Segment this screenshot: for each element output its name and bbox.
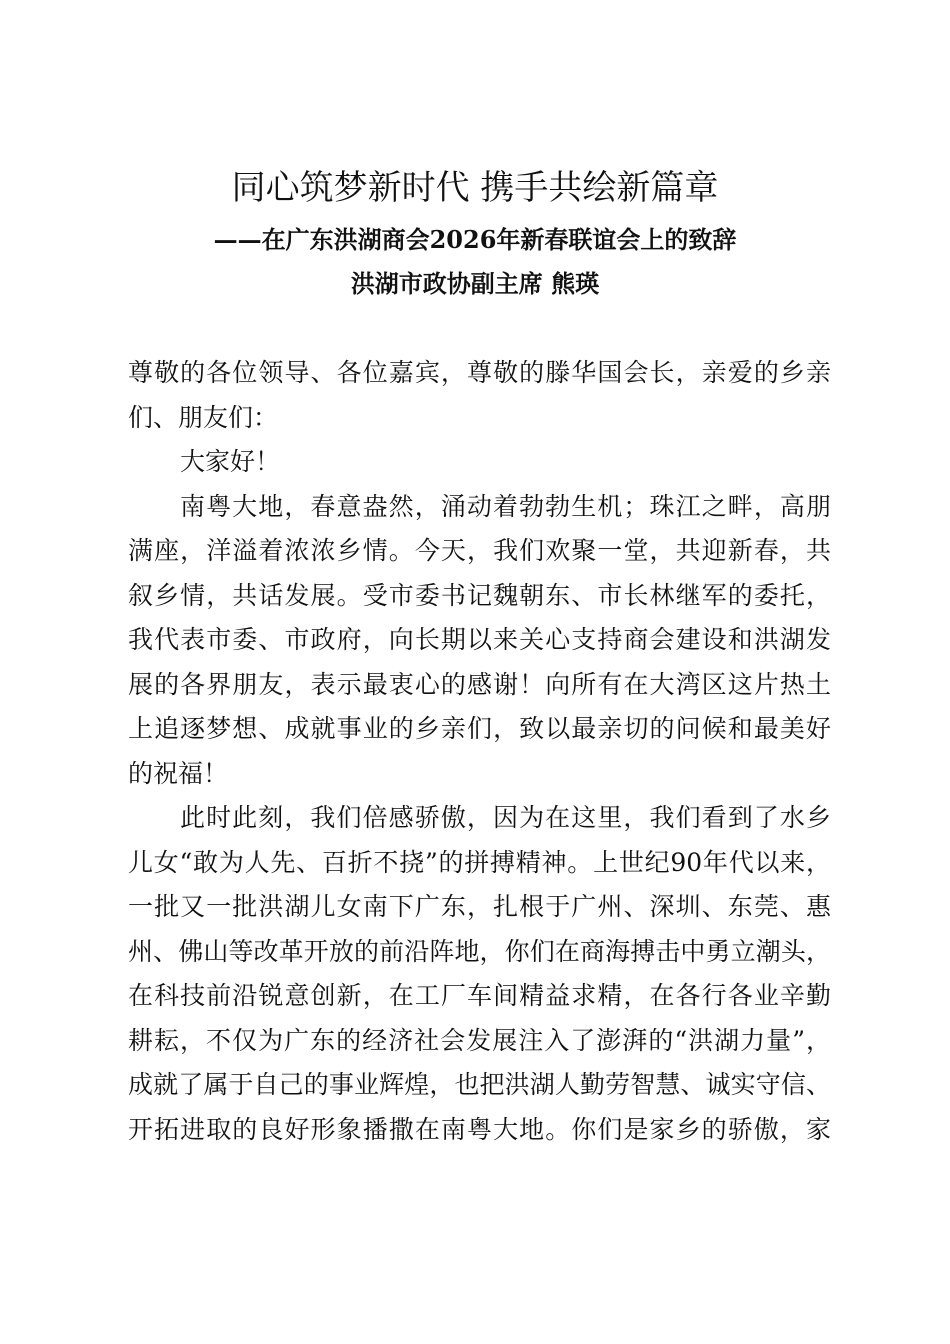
paragraph: [128, 796, 831, 1152]
text-line: 成就了属于自己的事业辉煌，也把洪湖人勤劳智慧、诚实守信、: [128, 1070, 831, 1099]
text-line: 展的各界朋友，表示最衷心的感谢！向所有在大湾区这片热土: [128, 669, 831, 699]
text-line: 开拓进取的良好形象播撒在南粤大地。你们是家乡的骄傲，家: [128, 1114, 831, 1144]
text-line: 一批又一批洪湖儿女南下广东，扎根于广州、深圳、东莞、惠: [128, 892, 831, 921]
paragraph: [128, 351, 831, 440]
text-line: 尊敬的各位领导、各位嘉宾，尊敬的滕华国会长，亲爱的乡亲: [128, 358, 831, 387]
text-line: 南粤大地，春意盎然，涌动着勃勃生机；珠江之畔，高朋: [180, 491, 831, 521]
document-body: [128, 351, 831, 1152]
text-line: 州、佛山等改革开放的前沿阵地，你们在商海搏击中勇立潮头，: [128, 936, 831, 966]
document-subtitle: ——在广东洪湖商会2026年新春联谊会上的致辞: [213, 225, 737, 254]
paragraph: [128, 485, 831, 797]
text-line: 我代表市委、市政府，向长期以来关心支持商会建设和洪湖发: [128, 625, 831, 654]
text-line: 儿女“敢为人先、百折不挠”的拼搏精神。上世纪90年代以来，: [128, 847, 831, 877]
paragraph: [128, 440, 831, 485]
text-line: 的祝福！: [128, 758, 229, 788]
text-line: 大家好！: [180, 447, 281, 476]
document-author: 洪湖市政协副主席 熊瑛: [350, 269, 600, 298]
text-line: 上追逐梦想、成就事业的乡亲们，致以最亲切的问候和最美好: [128, 714, 831, 743]
text-line: 耕耘，不仅为广东的经济社会发展注入了澎湃的“洪湖力量”，: [128, 1025, 831, 1055]
text-line: 在科技前沿锐意创新，在工厂车间精益求精，在各行各业辛勤: [128, 981, 831, 1010]
document-title: 同心筑梦新时代 携手共绘新篇章: [231, 168, 719, 208]
text-line: 此时此刻，我们倍感骄傲，因为在这里，我们看到了水乡: [180, 803, 831, 832]
text-line: 们、朋友们：: [128, 402, 279, 432]
text-line: 叙乡情，共话发展。受市委书记魏朝东、市长林继军的委托，: [128, 580, 831, 610]
text-line: 满座，洋溢着浓浓乡情。今天，我们欢聚一堂，共迎新春，共: [128, 536, 831, 565]
